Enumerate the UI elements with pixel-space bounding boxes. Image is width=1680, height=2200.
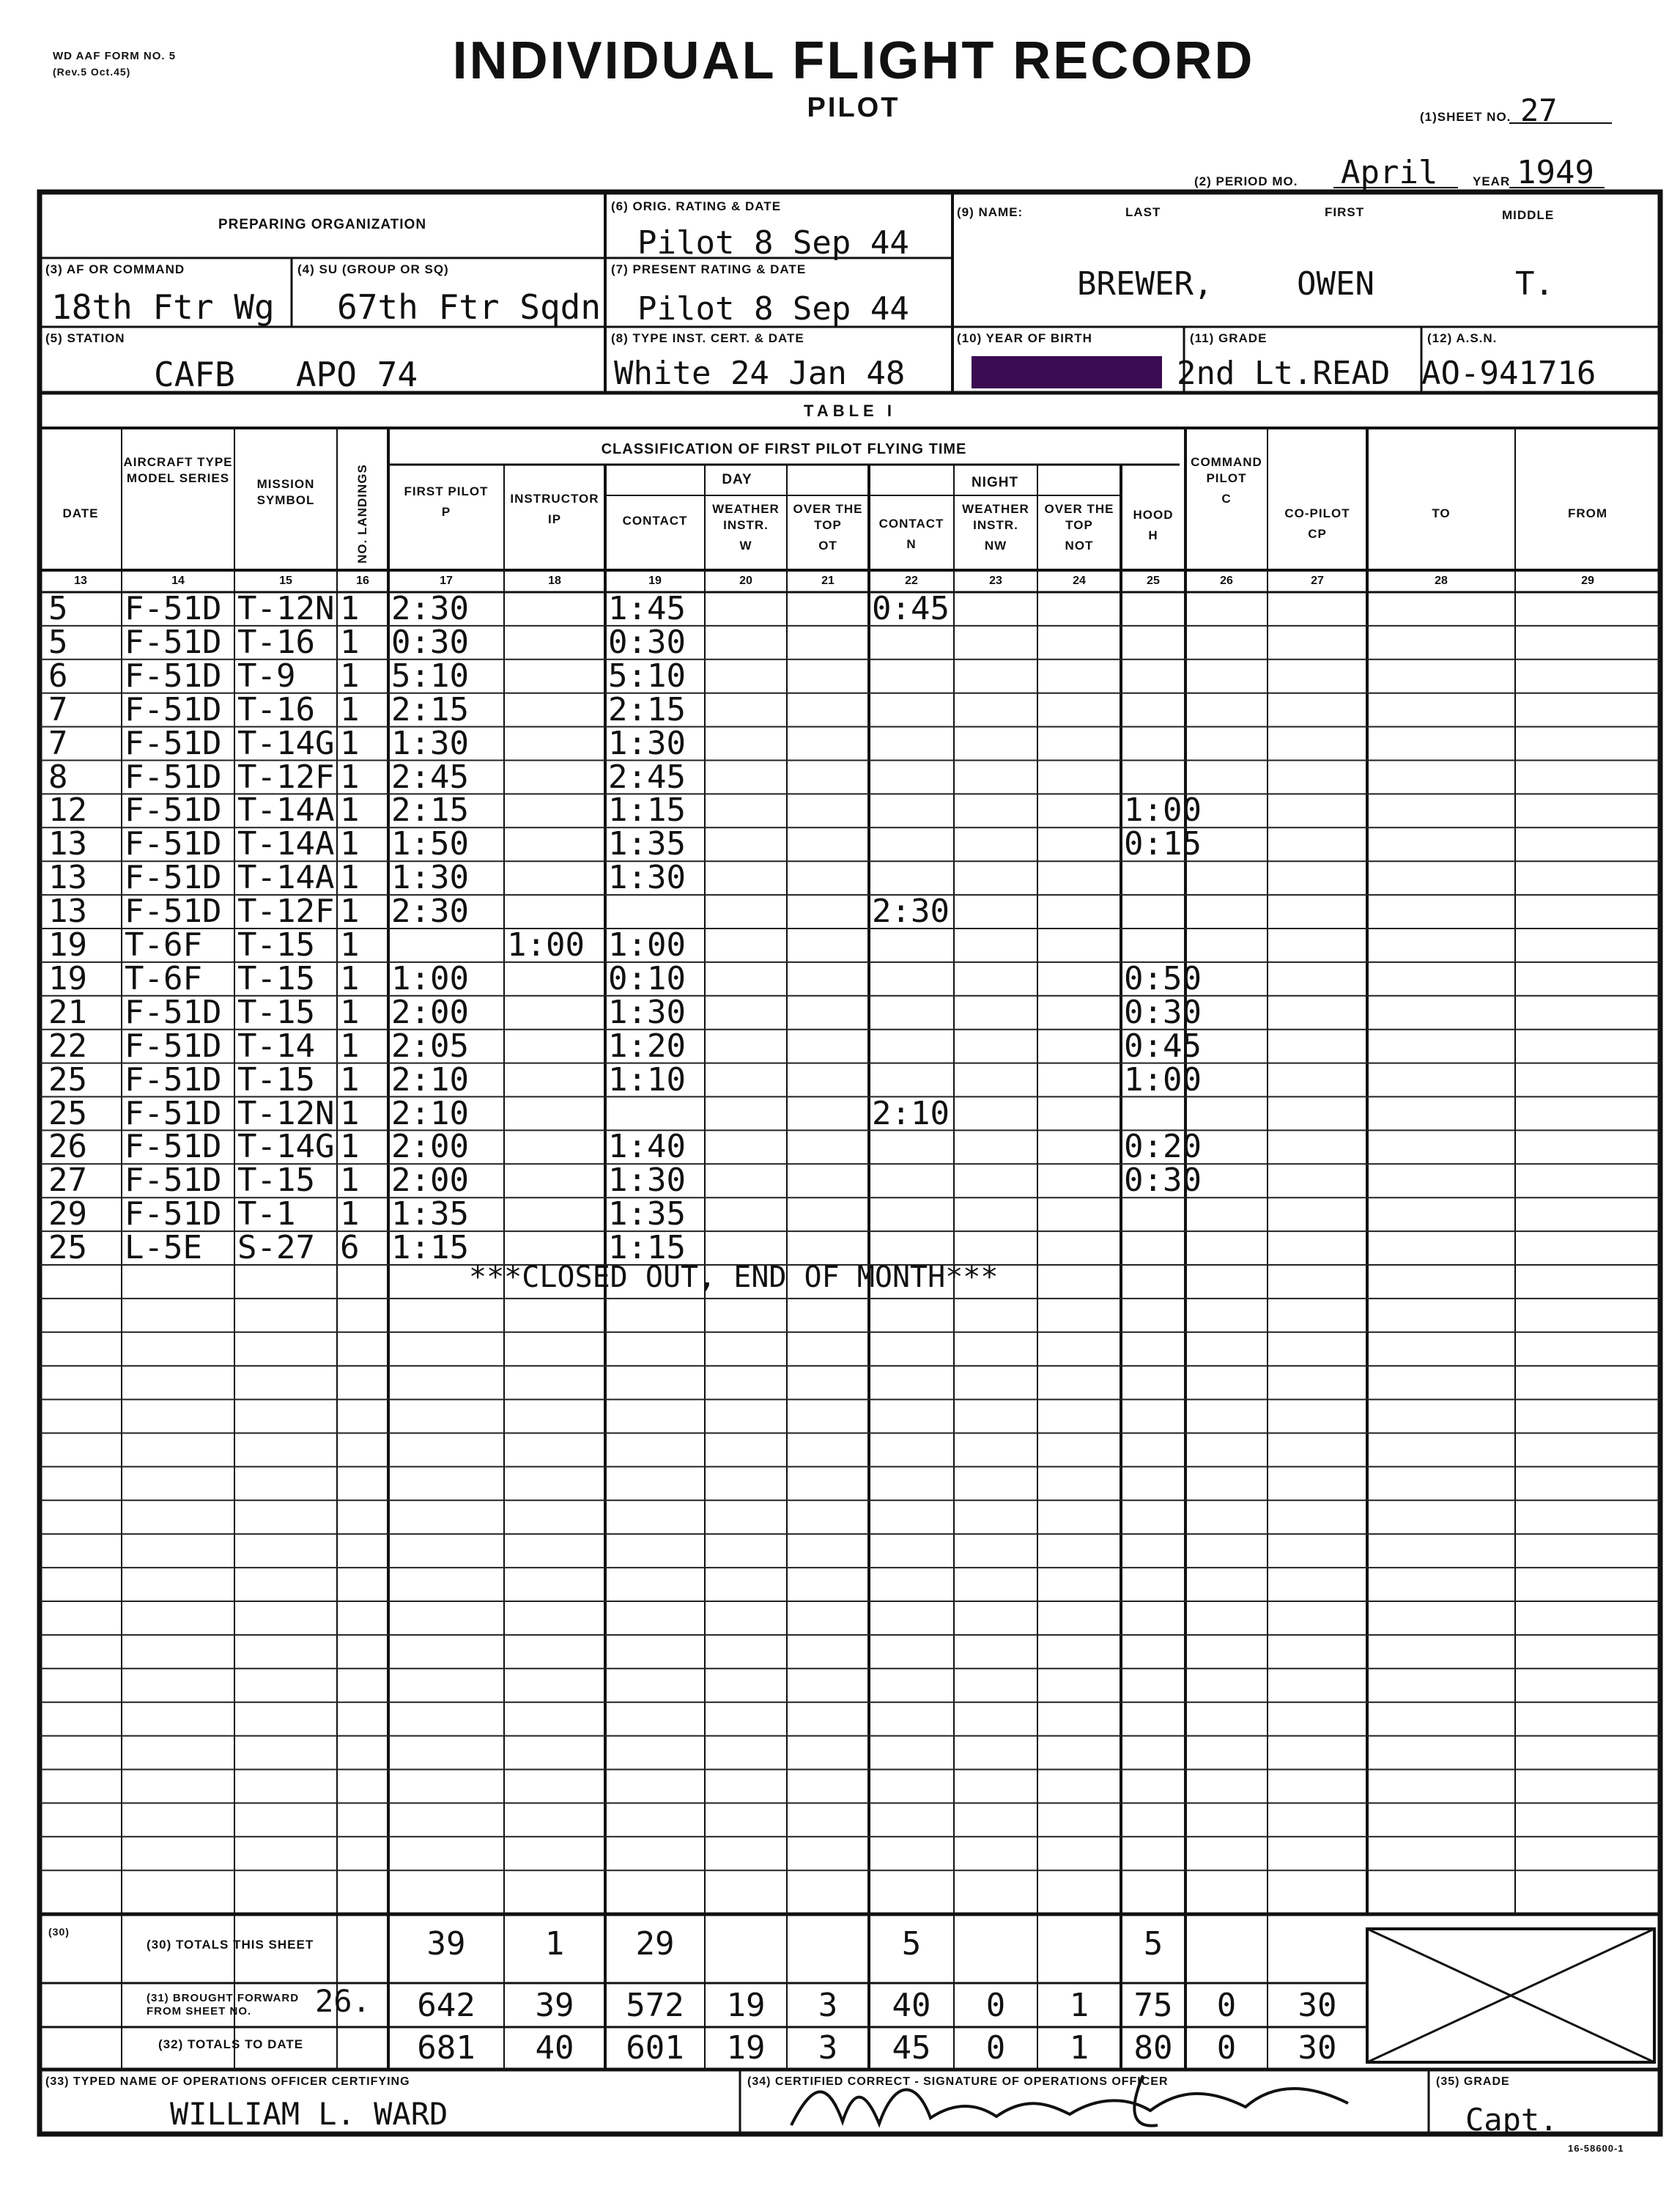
table-cell: 1:00 bbox=[1124, 791, 1202, 830]
table-cell: 1 bbox=[340, 791, 360, 830]
column-label: NO. LANDINGS bbox=[355, 464, 369, 564]
period-month: April bbox=[1341, 154, 1438, 191]
table-cell: F-51D bbox=[125, 724, 222, 762]
table-cell: 2:45 bbox=[608, 758, 686, 796]
table-cell: 1:35 bbox=[608, 1195, 686, 1233]
table-cell: 0:20 bbox=[1124, 1128, 1202, 1166]
preparing-org-label: PREPARING ORGANIZATION bbox=[218, 217, 427, 232]
signature-label: (34) CERTIFIED CORRECT - SIGNATURE OF OPERATIONS OFFICER bbox=[747, 2075, 1169, 2088]
table-cell: 2:15 bbox=[608, 690, 686, 728]
table-cell: 2:05 bbox=[391, 1027, 469, 1065]
name-label: (9) NAME: bbox=[957, 205, 1024, 219]
totals-cell-brought-forward: 75 bbox=[1133, 1987, 1173, 2024]
table-cell: 1:15 bbox=[608, 791, 686, 830]
table-cell: 1 bbox=[340, 623, 360, 661]
form-subtitle: PILOT bbox=[807, 92, 900, 123]
form-title: INDIVIDUAL FLIGHT RECORD bbox=[452, 32, 1255, 90]
column-number: 23 bbox=[989, 575, 1002, 587]
present-rating-label: (7) PRESENT RATING & DATE bbox=[611, 262, 807, 276]
table-cell: 2:00 bbox=[391, 1128, 469, 1166]
table-cell: 1 bbox=[340, 825, 360, 863]
column-label: DATE bbox=[62, 506, 99, 520]
table-cell: F-51D bbox=[125, 791, 222, 830]
table-cell: 1 bbox=[340, 1195, 360, 1233]
table-cell: F-51D bbox=[125, 1094, 222, 1132]
column-number: 26 bbox=[1220, 575, 1233, 587]
column-label: WEATHER INSTR. bbox=[712, 502, 780, 532]
middle-initial-value: T. bbox=[1515, 265, 1554, 303]
table-cell: 25 bbox=[48, 1229, 87, 1267]
table-cell: 1:50 bbox=[391, 825, 469, 863]
totals-cell-to-date: 681 bbox=[417, 2029, 475, 2067]
table-cell: 1:30 bbox=[391, 859, 469, 897]
table-cell: 1 bbox=[340, 1094, 360, 1132]
table-cell: F-51D bbox=[125, 893, 222, 931]
first-name-value: OWEN bbox=[1297, 265, 1374, 303]
table-cell: F-51D bbox=[125, 1060, 222, 1099]
footer-grade-value: Capt. bbox=[1465, 2102, 1558, 2138]
birth-year-label: (10) YEAR OF BIRTH bbox=[957, 331, 1092, 345]
table-cell: T-6F bbox=[125, 926, 202, 964]
totals-to-date-label: (32) TOTALS TO DATE bbox=[158, 2037, 304, 2051]
column-number: 28 bbox=[1435, 575, 1448, 587]
table-cell: 1:00 bbox=[507, 926, 585, 964]
column-label: FIRST PILOT bbox=[404, 484, 489, 498]
table-cell: T-15 bbox=[237, 993, 315, 1031]
table-cell: 2:10 bbox=[391, 1060, 469, 1099]
totals-cell-to-date: 80 bbox=[1133, 2029, 1173, 2067]
table-cell: 2:10 bbox=[391, 1094, 469, 1132]
column-code: C bbox=[1221, 492, 1232, 506]
column-label: OVER THE TOP bbox=[793, 502, 863, 532]
table-cell: 0:30 bbox=[1124, 993, 1202, 1031]
column-label: COMMAND PILOT bbox=[1191, 455, 1262, 485]
table-cell: 0:15 bbox=[1124, 825, 1202, 863]
station-value: CAFB APO 74 bbox=[154, 355, 418, 394]
table-cell: 1 bbox=[340, 959, 360, 997]
totals-cell-to-date: 30 bbox=[1298, 2029, 1337, 2067]
table-cell: 29 bbox=[48, 1195, 87, 1233]
last-name-value: BREWER, bbox=[1077, 265, 1213, 303]
table-cell: 1:15 bbox=[391, 1229, 469, 1267]
table-cell: 5 bbox=[48, 623, 68, 661]
totals-cell-brought-forward: 30 bbox=[1298, 1987, 1337, 2024]
table-cell: 0:30 bbox=[391, 623, 469, 661]
table-cell: 13 bbox=[48, 859, 87, 897]
night-label: NIGHT bbox=[971, 475, 1019, 490]
table-cell: 8 bbox=[48, 758, 68, 796]
table-cell: T-12N bbox=[237, 1094, 335, 1132]
table-cell: 13 bbox=[48, 825, 87, 863]
table-cell: F-51D bbox=[125, 1195, 222, 1233]
table-cell: 1:15 bbox=[608, 1229, 686, 1267]
table-cell: 1:30 bbox=[608, 859, 686, 897]
totals-cell-to-date: 0 bbox=[985, 2029, 1006, 2067]
ops-officer-name: WILLIAM L. WARD bbox=[170, 2096, 448, 2132]
column-number: 19 bbox=[648, 575, 662, 587]
table-cell: 0:10 bbox=[608, 959, 686, 997]
table-cell: T-15 bbox=[237, 959, 315, 997]
column-number: 27 bbox=[1311, 575, 1324, 587]
table-cell: 1:30 bbox=[391, 724, 469, 762]
table-cell: 1 bbox=[340, 993, 360, 1031]
totals-cell-this-sheet: 39 bbox=[426, 1925, 466, 1963]
orig-rating-label: (6) ORIG. RATING & DATE bbox=[611, 199, 782, 213]
table-cell: T-6F bbox=[125, 959, 202, 997]
af-command-value: 18th Ftr Wg bbox=[51, 287, 275, 327]
table-cell: 0:30 bbox=[1124, 1162, 1202, 1200]
table-cell: 1:35 bbox=[391, 1195, 469, 1233]
table-cell: 2:15 bbox=[391, 690, 469, 728]
table-title: TABLE I bbox=[804, 402, 896, 420]
table-cell: 7 bbox=[48, 690, 68, 728]
column-number: 16 bbox=[356, 575, 369, 587]
totals-cell-to-date: 3 bbox=[818, 2029, 838, 2067]
table-cell: 1:30 bbox=[608, 1162, 686, 1200]
totals-cell-brought-forward: 0 bbox=[1216, 1987, 1237, 2024]
table-cell: F-51D bbox=[125, 1128, 222, 1166]
column-code: P bbox=[441, 505, 451, 519]
table-cell: T-14G bbox=[237, 1128, 335, 1166]
totals-cell-to-date: 1 bbox=[1069, 2029, 1089, 2067]
column-number: 18 bbox=[548, 575, 561, 587]
column-label: WEATHER INSTR. bbox=[962, 502, 1029, 532]
column-number: 20 bbox=[739, 575, 752, 587]
table-cell: 2:30 bbox=[391, 893, 469, 931]
totals-cell-brought-forward: 1 bbox=[1069, 1987, 1089, 2024]
table-cell: 1:40 bbox=[608, 1128, 686, 1166]
table-cell: 19 bbox=[48, 926, 87, 964]
table-cell: S-27 bbox=[237, 1229, 315, 1267]
table-cell: 1 bbox=[340, 1162, 360, 1200]
totals-this-sheet-num: (30) bbox=[48, 1926, 70, 1938]
asn-value: AO-941716 bbox=[1421, 355, 1596, 392]
column-label: AIRCRAFT TYPE MODEL SERIES bbox=[123, 455, 233, 485]
first-name-label: FIRST bbox=[1325, 205, 1365, 219]
table-cell: T-12F bbox=[237, 893, 335, 931]
table-cell: 7 bbox=[48, 724, 68, 762]
table-cell: F-51D bbox=[125, 1027, 222, 1065]
table-cell: F-51D bbox=[125, 859, 222, 897]
day-label: DAY bbox=[722, 472, 752, 487]
totals-this-sheet-label: (30) TOTALS THIS SHEET bbox=[147, 1938, 314, 1952]
totals-cell-this-sheet: 5 bbox=[1143, 1925, 1163, 1963]
totals-cell-to-date: 45 bbox=[892, 2029, 931, 2067]
table-cell: T-16 bbox=[237, 690, 315, 728]
totals-cell-to-date: 0 bbox=[1216, 2029, 1237, 2067]
column-number: 15 bbox=[279, 575, 292, 587]
column-label: TO bbox=[1432, 506, 1451, 520]
table-cell: 2:10 bbox=[872, 1094, 950, 1132]
table-cell: F-51D bbox=[125, 1162, 222, 1200]
table-cell: 0:30 bbox=[608, 623, 686, 661]
form-number: WD AAF FORM NO. 5 bbox=[53, 50, 177, 62]
table-cell: 2:00 bbox=[391, 1162, 469, 1200]
table-cell: T-15 bbox=[237, 926, 315, 964]
column-number: 22 bbox=[905, 575, 918, 587]
brought-forward-label: (31) BROUGHT FORWARD FROM SHEET NO. bbox=[147, 1992, 300, 2018]
table-cell: 1:00 bbox=[391, 959, 469, 997]
table-cell: 2:00 bbox=[391, 993, 469, 1031]
table-cell: 1 bbox=[340, 1060, 360, 1099]
table-cell: T-14A bbox=[237, 791, 335, 830]
middle-name-label: MIDDLE bbox=[1502, 208, 1555, 222]
period-label: (2) PERIOD MO. bbox=[1194, 174, 1298, 188]
column-number: 17 bbox=[440, 575, 453, 587]
totals-cell-to-date: 40 bbox=[535, 2029, 574, 2067]
table-cell: 5 bbox=[48, 590, 68, 627]
table-cell: 1:10 bbox=[608, 1060, 686, 1099]
table-cell: 1:20 bbox=[608, 1027, 686, 1065]
table-cell: 25 bbox=[48, 1060, 87, 1099]
type-inst-value: White 24 Jan 48 bbox=[614, 355, 906, 392]
table-cell: 1 bbox=[340, 893, 360, 931]
totals-cell-brought-forward: 39 bbox=[535, 1987, 574, 2024]
table-cell: 12 bbox=[48, 791, 87, 830]
column-label: CONTACT bbox=[878, 517, 944, 531]
su-label: (4) SU (GROUP OR SQ) bbox=[297, 262, 449, 276]
table-cell: F-51D bbox=[125, 690, 222, 728]
su-value: 67th Ftr Sqdn bbox=[337, 287, 602, 327]
column-code: OT bbox=[818, 539, 837, 553]
table-cell: 1:30 bbox=[608, 993, 686, 1031]
totals-cell-this-sheet: 29 bbox=[635, 1925, 675, 1963]
table-cell: T-15 bbox=[237, 1060, 315, 1099]
column-code: N bbox=[906, 537, 917, 551]
table-cell: 2:30 bbox=[872, 893, 950, 931]
table-cell: 6 bbox=[48, 657, 68, 695]
form-revision: (Rev.5 Oct.45) bbox=[53, 66, 131, 78]
table-cell: 1 bbox=[340, 859, 360, 897]
column-label: FROM bbox=[1567, 506, 1608, 520]
table-cell: 2:15 bbox=[391, 791, 469, 830]
totals-cell-brought-forward: 40 bbox=[892, 1987, 931, 2024]
totals-cell-to-date: 601 bbox=[626, 2029, 684, 2067]
table-cell: F-51D bbox=[125, 657, 222, 695]
classification-title: CLASSIFICATION OF FIRST PILOT FLYING TIME bbox=[601, 441, 967, 457]
table-cell: F-51D bbox=[125, 825, 222, 863]
column-label: CONTACT bbox=[622, 514, 688, 528]
column-code: CP bbox=[1308, 527, 1327, 541]
table-cell: T-1 bbox=[237, 1195, 296, 1233]
table-cell: 1 bbox=[340, 1027, 360, 1065]
table-cell: 26 bbox=[48, 1128, 87, 1166]
column-label: OVER THE TOP bbox=[1044, 502, 1114, 532]
table-cell: 5:10 bbox=[608, 657, 686, 695]
column-label: CO-PILOT bbox=[1284, 506, 1350, 520]
table-cell: 22 bbox=[48, 1027, 87, 1065]
column-number: 21 bbox=[821, 575, 835, 587]
column-code: NOT bbox=[1065, 539, 1094, 553]
footer-grade-label: (35) GRADE bbox=[1436, 2075, 1510, 2088]
column-number: 24 bbox=[1073, 575, 1086, 587]
table-cell: 0:45 bbox=[872, 590, 950, 627]
table-cell: 1 bbox=[340, 657, 360, 695]
table-cell: 0:50 bbox=[1124, 959, 1202, 997]
column-label: INSTRUCTOR bbox=[510, 492, 599, 506]
orig-rating-value: Pilot 8 Sep 44 bbox=[637, 224, 909, 262]
type-inst-label: (8) TYPE INST. CERT. & DATE bbox=[611, 331, 804, 345]
totals-cell-to-date: 19 bbox=[726, 2029, 766, 2067]
grade-label: (11) GRADE bbox=[1190, 331, 1268, 345]
column-number: 14 bbox=[171, 575, 185, 587]
table-cell: 27 bbox=[48, 1162, 87, 1200]
totals-cell-brought-forward: 0 bbox=[985, 1987, 1006, 2024]
column-label: MISSION SYMBOL bbox=[256, 477, 315, 507]
table-cell: 21 bbox=[48, 993, 87, 1031]
form-footer-code: 16-58600-1 bbox=[1568, 2143, 1624, 2154]
present-rating-value: Pilot 8 Sep 44 bbox=[637, 290, 909, 328]
last-name-label: LAST bbox=[1125, 205, 1161, 219]
table-cell: 1 bbox=[340, 590, 360, 627]
period-year: 1949 bbox=[1517, 154, 1594, 191]
totals-cell-this-sheet: 1 bbox=[544, 1925, 565, 1963]
table-cell: 1:35 bbox=[608, 825, 686, 863]
brought-forward-sheet: 26. bbox=[315, 1983, 371, 2019]
table-cell: 1 bbox=[340, 926, 360, 964]
table-cell: 5:10 bbox=[391, 657, 469, 695]
table-cell: 19 bbox=[48, 959, 87, 997]
table-cell: 2:30 bbox=[391, 590, 469, 627]
station-label: (5) STATION bbox=[45, 331, 125, 345]
totals-cell-brought-forward: 642 bbox=[417, 1987, 475, 2024]
table-cell: F-51D bbox=[125, 758, 222, 796]
table-cell: F-51D bbox=[125, 590, 222, 627]
table-cell: 13 bbox=[48, 893, 87, 931]
table-cell: 6 bbox=[340, 1229, 360, 1267]
grade-value: 2nd Lt.READ bbox=[1177, 355, 1391, 392]
column-code: IP bbox=[547, 512, 562, 526]
table-cell: T-14 bbox=[237, 1027, 315, 1065]
column-label: HOOD bbox=[1133, 508, 1174, 522]
ops-officer-label: (33) TYPED NAME OF OPERATIONS OFFICER CERTIFYING bbox=[45, 2075, 410, 2088]
table-cell: T-14G bbox=[237, 724, 335, 762]
table-cell: 1:30 bbox=[608, 724, 686, 762]
table-cell: 1 bbox=[340, 1128, 360, 1166]
column-number: 25 bbox=[1147, 575, 1160, 587]
table-cell: 1:00 bbox=[1124, 1060, 1202, 1099]
totals-cell-this-sheet: 5 bbox=[901, 1925, 922, 1963]
table-cell: T-12N bbox=[237, 590, 335, 627]
table-cell: F-51D bbox=[125, 623, 222, 661]
table-cell: 1 bbox=[340, 690, 360, 728]
table-cell: T-14A bbox=[237, 825, 335, 863]
column-code: W bbox=[739, 539, 752, 553]
sheet-label: (1)SHEET NO. bbox=[1420, 110, 1511, 124]
table-cell: T-16 bbox=[237, 623, 315, 661]
column-number: 29 bbox=[1581, 575, 1594, 587]
year-label: YEAR bbox=[1473, 174, 1511, 188]
column-code: NW bbox=[984, 539, 1007, 553]
table-cell: 1 bbox=[340, 724, 360, 762]
table-cell: T-15 bbox=[237, 1162, 315, 1200]
table-cell: T-9 bbox=[237, 657, 296, 695]
table-cell: F-51D bbox=[125, 993, 222, 1031]
table-cell: 1 bbox=[340, 758, 360, 796]
sheet-number: 27 bbox=[1520, 92, 1558, 128]
column-number: 13 bbox=[74, 575, 87, 587]
column-code: H bbox=[1148, 528, 1158, 542]
table-cell: L-5E bbox=[125, 1229, 202, 1267]
totals-cell-brought-forward: 19 bbox=[726, 1987, 766, 2024]
closed-out-note: ***CLOSED OUT, END OF MONTH*** bbox=[469, 1260, 999, 1294]
table-cell: 1:45 bbox=[608, 590, 686, 627]
table-cell: T-14A bbox=[237, 859, 335, 897]
totals-cell-brought-forward: 3 bbox=[818, 1987, 838, 2024]
totals-cell-brought-forward: 572 bbox=[626, 1987, 684, 2024]
table-cell: T-12F bbox=[237, 758, 335, 796]
asn-label: (12) A.S.N. bbox=[1427, 331, 1498, 345]
table-cell: 25 bbox=[48, 1094, 87, 1132]
af-command-label: (3) AF OR COMMAND bbox=[45, 262, 185, 276]
table-cell: 2:45 bbox=[391, 758, 469, 796]
table-cell: 1:00 bbox=[608, 926, 686, 964]
table-cell: 0:45 bbox=[1124, 1027, 1202, 1065]
